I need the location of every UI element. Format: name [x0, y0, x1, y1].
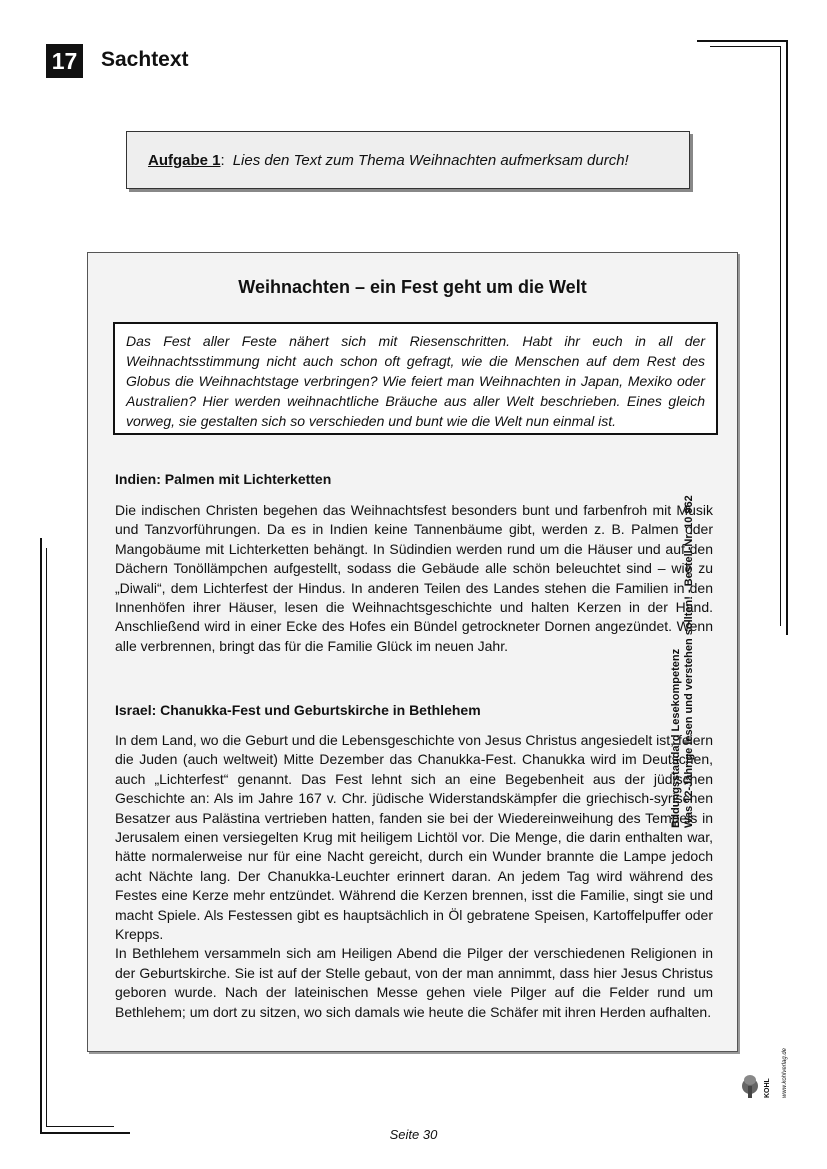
section-title: Sachtext: [101, 48, 189, 71]
article-title: Weihnachten – ein Fest geht um die Welt: [238, 277, 587, 297]
frame-line-top-right-h1: [697, 40, 787, 42]
frame-line-bottom-left-v1: [40, 538, 42, 1133]
paragraph: In Bethlehem versammeln sich am Heiligen Abend die Pilger der verschiedenen Religionen in der Geburtskirche. Sie ist auf der Stelle gebaut, von der man annimmt, dass hier Jesus Christus geboren wurde. Nach der lateinischen Messe gehen viele Pilger auf die Felder rund um Bethlehem; um dort zu sitzen, wo sich damals wie heute die Schäfer mit ihren Herden aufhalten.: [115, 945, 713, 1020]
frame-line-top-right-v2: [780, 46, 781, 626]
section-body-india: [115, 501, 713, 656]
publisher-sidebar: [670, 468, 696, 828]
frame-line-top-right-v1: [786, 40, 788, 635]
sidebar-line-2: Was 12-Jährige lesen und verstehen sollten! - Bestell-Nr. 10 962: [683, 495, 695, 828]
paragraph: In dem Land, wo die Geburt und die Lebensgeschichte von Jesus Christus angesiedelt ist, feiern die Juden (auch weltweit) Mitte Dezember das Chanukka-Fest. Chanukka wird im Deutschen, auch „Lichterfest“ genannt. Das Fest lehnt sich an eine Begebenheit aus der jüdischen Geschichte an: Als im Jahre 167 v. Chr. jüdische Widerstandskämpfer die griechisch-syrischen Besatzer aus Palästina vertrieben hatten, fanden sie bei der Wiedereinweihung des Tempels in Jerusalem einen versiegelten Krug mit heiligem Lichtöl vor. Die Menge, die darin enthalten war, hätte normalerweise nur für eine Nacht gereicht, durch ein Wunder brannte die Lampe jedoch acht Nächte lang. Der Chanukka-Leuchter erinnert daran. An jedem Tag wird während des Festes eine Kerze mehr entzündet. Während die Kerzen brennen, isst die Familie, singt sie und macht Spiele. Als Festessen gibt es hauptsächlich in Öl gebratene Speisen, Kartoffelpuffer oder Krepps.: [115, 732, 713, 943]
article-box: [87, 252, 738, 1052]
frame-line-top-right-h2: [710, 46, 780, 47]
task-instruction: Lies den Text zum Thema Weihnachten aufmerksam durch!: [232, 151, 629, 169]
section-body-israel: [115, 731, 713, 1022]
section-heading-israel: Israel: Chanukka-Fest und Geburtskirche in Bethlehem: [115, 702, 481, 718]
page-number: Seite 30: [389, 1127, 438, 1142]
publisher-logo: [740, 1030, 790, 1100]
frame-line-bottom-left-v2: [46, 548, 47, 1126]
logo-url: www.kohlverlag.de: [782, 1047, 788, 1098]
sidebar-line-1: Bildungsstandard Lesekompetenz: [670, 648, 682, 828]
article-intro: Das Fest aller Feste nähert sich mit Riesenschritten. Habt ihr euch in all der Weihnachtsstimmung nicht auch schon oft gefragt, wie die Menschen auf dem Rest des Globus die Weihnachtstage verbringen? Wie feiert man Weihnachten in Japan, Mexiko oder Australien? Hier werden weihnachtliche Bräuche aus aller Welt beschrieben. Eines gleich vorweg, sie gestalten sich so verschieden und bunt wie die Welt nun einmal ist.: [113, 322, 718, 435]
logo-text: KOHL: [764, 1078, 771, 1098]
chapter-number-badge: 17: [46, 44, 83, 78]
paragraph: Die indischen Christen begehen das Weihnachtsfest besonders bunt und farbenfroh mit Musik und Tanzvorführungen. Da es in Indien keine Tannenbäume gibt, werden z. B. Palmen oder Mangobäume mit Lichterketten behängt. In Südindien werden rund um die Häuser und auf den Dächern Tonöllämpchen aufgestellt, sodass die Gebäude alle schön beleuchtet sind – wie zu „Diwali“, dem Lichterfest der Hindus. In anderen Teilen des Landes stehen die Familien in den Innenhöfen ihrer Häuser, lesen die Weihnachtsgeschichte und halten Kerzen in der Hand. Anschließend wird in einer Ecke des Hofes ein Bündel getrockneter Dornen angezündet. Wenn alle verbrennen, bringt das für die Familie Glück im neuen Jahr.: [115, 502, 713, 654]
task-colon: :: [220, 151, 225, 169]
section-heading-india: Indien: Palmen mit Lichterketten: [115, 471, 332, 487]
task-label: Aufgabe 1: [148, 151, 221, 169]
task-box: [126, 131, 690, 189]
